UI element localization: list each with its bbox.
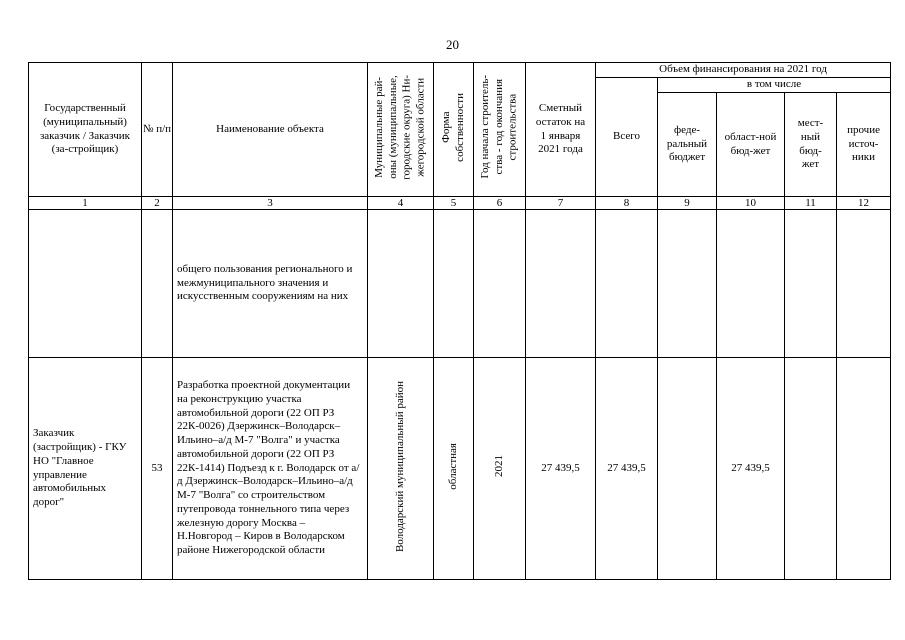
column-number: 12 <box>837 197 891 210</box>
header-district: Муниципальные рай- оны (муниципальные, городские округа) Ни- жегородской области <box>368 63 434 197</box>
page-number: 20 <box>446 37 459 52</box>
cell-local <box>785 210 837 358</box>
header-total: Всего <box>596 78 658 197</box>
cell-object: общего пользования регионального и межмуниципального значения и искусственным сооружениям на них <box>173 210 368 358</box>
header-estimate: Сметный остаток на 1 января 2021 года <box>526 63 596 197</box>
cell-total: 27 439,5 <box>596 358 658 580</box>
header-regional: област-ной бюд-жет <box>717 93 785 197</box>
cell-other <box>837 210 891 358</box>
column-number: 7 <box>526 197 596 210</box>
header-local: мест-ный бюд-жет <box>785 93 837 197</box>
column-number: 11 <box>785 197 837 210</box>
cell-total <box>596 210 658 358</box>
cell-number <box>142 210 173 358</box>
header-ownership: Форма собственности <box>434 63 474 197</box>
cell-federal <box>658 358 717 580</box>
table-row <box>29 210 891 358</box>
column-number: 1 <box>29 197 142 210</box>
cell-estimate <box>526 210 596 358</box>
column-number: 10 <box>717 197 785 210</box>
column-number: 4 <box>368 197 434 210</box>
header-customer: Государственный (муниципальный) заказчик / Заказчик (за-стройщик) <box>29 63 142 197</box>
header-object-name: Наименование объекта <box>173 63 368 197</box>
column-number: 6 <box>474 197 526 210</box>
table-row <box>29 358 891 580</box>
column-number: 5 <box>434 197 474 210</box>
header-including: в том числе <box>658 78 891 93</box>
financing-table <box>28 62 891 580</box>
column-number: 3 <box>173 197 368 210</box>
cell-local <box>785 358 837 580</box>
cell-regional <box>717 210 785 358</box>
cell-district: Володарский муниципальный район <box>368 358 434 580</box>
cell-years <box>474 210 526 358</box>
header-funding-title: Объем финансирования на 2021 год <box>596 63 891 78</box>
column-number: 2 <box>142 197 173 210</box>
cell-object: Разработка проектной документации на реконструкцию участка автомобильной дороги (22 ОП РЗ 22К-0026) Дзержинск–Володарск–Ильино–а/д М-7 "Волга" и участка автомобильной дороги (22 ОП РЗ 22К-1414) Подъезд к г. Володарск от а/д Дзержинск–Володарск–Ильино–а/д М-7 "Волга" со строительством путепровода тоннельного типа через железную дорогу Москва – Н.Новгород – Киров в Володарском районе Нижегородской области <box>173 358 368 580</box>
cell-other <box>837 358 891 580</box>
cell-years: 2021 <box>474 358 526 580</box>
cell-number: 53 <box>142 358 173 580</box>
header-years: Год начала строитель- ства - год окончания строительства <box>474 63 526 197</box>
header-number: № п/п <box>142 63 173 197</box>
cell-estimate: 27 439,5 <box>526 358 596 580</box>
column-number: 8 <box>596 197 658 210</box>
cell-ownership <box>434 210 474 358</box>
column-number: 9 <box>658 197 717 210</box>
cell-ownership: областная <box>434 358 474 580</box>
cell-customer: Заказчик (застройщик) - ГКУ НО "Главное управление автомобильных дорог" <box>29 358 142 580</box>
cell-federal <box>658 210 717 358</box>
header-federal: феде-ральный бюджет <box>658 93 717 197</box>
cell-regional: 27 439,5 <box>717 358 785 580</box>
header-other: прочие источ-ники <box>837 93 891 197</box>
column-numbers-row <box>29 197 891 210</box>
cell-district <box>368 210 434 358</box>
cell-customer <box>29 210 142 358</box>
